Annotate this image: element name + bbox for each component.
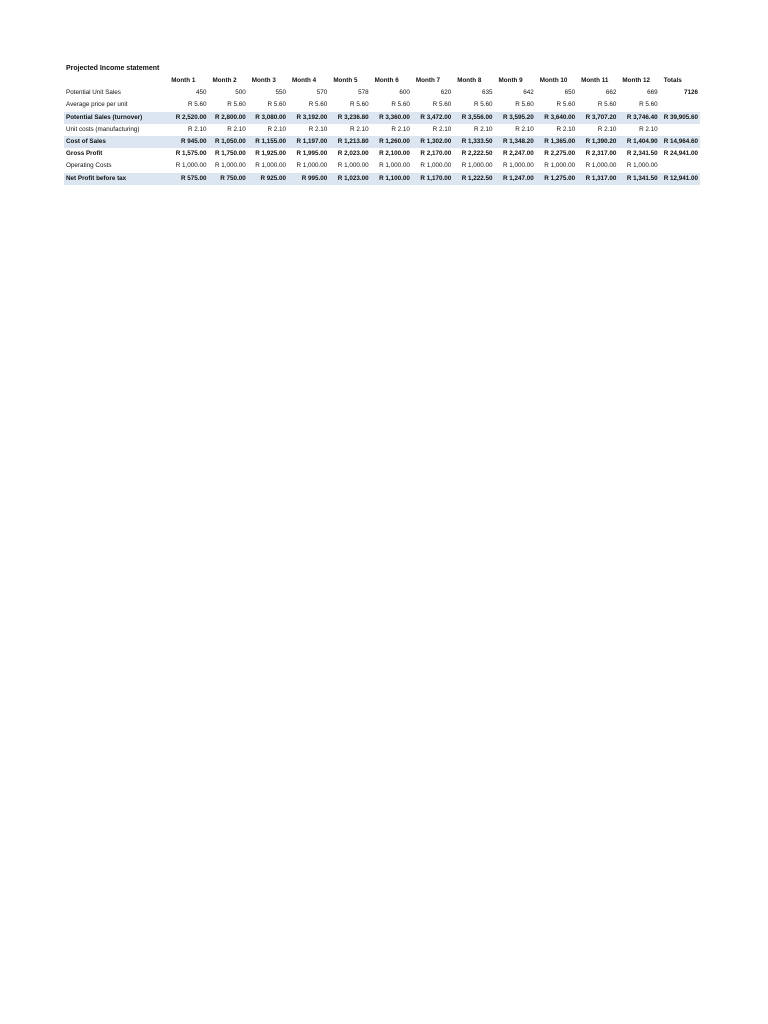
cell: R 2,341.50	[626, 150, 658, 158]
cell: R 1,000.00	[337, 162, 369, 170]
total-cell: R 24,941.00	[663, 150, 698, 158]
cell: 550	[275, 89, 287, 97]
cell: R 1,000.00	[626, 162, 658, 170]
cell: R 2.10	[597, 125, 617, 133]
cell: R 575.00	[167, 173, 208, 185]
cell: R 2,275.00	[544, 150, 576, 158]
total-cell	[660, 124, 700, 136]
cell: R 5.60	[597, 101, 617, 109]
row-label: Cost of Sales	[64, 136, 167, 148]
cell: 600	[399, 89, 410, 97]
row-label: Gross Profit	[66, 150, 103, 158]
cell: R 5.60	[350, 101, 369, 109]
cell: R 1,213.80	[329, 136, 370, 148]
cell: R 3,080.00	[248, 112, 288, 124]
header-month-7: Month 7	[415, 77, 441, 84]
cell: R 2,520.00	[167, 112, 208, 124]
cell: R 5.60	[227, 101, 246, 109]
row-operating-costs	[64, 160, 700, 172]
cell: R 945.00	[167, 136, 208, 148]
cell: R 5.60	[308, 101, 328, 109]
cell: R 2,317.00	[585, 150, 617, 158]
cell: R 925.00	[248, 173, 288, 185]
cell: 635	[481, 89, 493, 97]
cell: R 2,100.00	[379, 150, 410, 158]
cell: R 3,360.00	[371, 112, 412, 124]
statement-title: Projected Income statement	[66, 65, 160, 72]
header-month-6: Month 6	[374, 77, 399, 84]
cell: R 1,317.00	[577, 173, 618, 185]
row-potential-sales	[64, 112, 700, 124]
row-potential-unit-sales	[64, 87, 700, 99]
cell: R 2,170.00	[420, 150, 452, 158]
row-label: Potential Unit Sales	[66, 89, 121, 97]
header-month-8: Month 8	[457, 77, 482, 84]
cell: R 1,197.00	[288, 136, 329, 148]
cell: R 1,000.00	[420, 162, 452, 170]
cell: R 2.10	[473, 125, 493, 133]
header-month-12: Month 12	[622, 77, 651, 84]
cell: R 1,365.00	[536, 136, 577, 148]
cell: R 3,236.80	[329, 112, 370, 124]
cell: R 1,000.00	[214, 162, 246, 170]
cell: R 995.00	[288, 173, 329, 185]
cell: R 1,023.00	[329, 173, 370, 185]
cell: R 1,000.00	[255, 162, 287, 170]
cell: 642	[523, 89, 534, 97]
cell: R 5.60	[187, 101, 207, 109]
cell: R 3,472.00	[412, 112, 453, 124]
cell: R 1,925.00	[255, 150, 287, 158]
total-cell: R 39,905.60	[660, 112, 700, 124]
cell: R 3,595.20	[495, 112, 536, 124]
cell: R 1,404.90	[618, 136, 659, 148]
cell: 620	[440, 89, 452, 97]
header-month-2: Month 2	[212, 77, 237, 84]
cell: R 3,192.00	[288, 112, 329, 124]
cell: R 2.10	[267, 125, 287, 133]
cell: R 2.10	[187, 125, 207, 133]
cell: R 1,275.00	[536, 173, 577, 185]
cell: R 2,247.00	[502, 150, 534, 158]
cell: R 5.60	[556, 101, 576, 109]
cell: R 1,000.00	[502, 162, 534, 170]
cell: R 1,000.00	[175, 162, 207, 170]
total-cell: 7126	[683, 89, 698, 97]
income-statement-sheet	[64, 63, 704, 185]
header-row	[64, 75, 700, 87]
cell: R 2.10	[308, 125, 328, 133]
row-label: Unit costs (manufacturing)	[66, 125, 140, 133]
row-label: Net Profit before tax	[64, 173, 167, 185]
cell: R 2.10	[639, 125, 658, 133]
cell: R 1,333.50	[453, 136, 494, 148]
row-cost-of-sales	[64, 136, 700, 148]
cell: R 1,100.00	[371, 173, 412, 185]
cell: R 1,000.00	[585, 162, 617, 170]
cell: R 1,000.00	[544, 162, 576, 170]
cell: R 2.10	[391, 125, 410, 133]
cell: R 750.00	[209, 173, 248, 185]
cell: R 1,222.50	[453, 173, 494, 185]
total-cell	[660, 160, 700, 172]
cell: R 2,023.00	[337, 150, 369, 158]
row-gross-profit	[64, 148, 700, 160]
cell: R 5.60	[267, 101, 287, 109]
cell: R 1,341.50	[618, 173, 659, 185]
header-totals: Totals	[663, 77, 682, 84]
cell: R 2,800.00	[209, 112, 248, 124]
cell: R 1,050.00	[209, 136, 248, 148]
header-month-5: Month 5	[333, 77, 358, 84]
cell: R 3,707.20	[577, 112, 618, 124]
cell: R 1,302.00	[412, 136, 453, 148]
row-label: Operating Costs	[66, 162, 112, 170]
cell: R 1,170.00	[412, 173, 453, 185]
total-cell: R 12,941.00	[660, 173, 700, 185]
cell: R 2,222.50	[461, 150, 493, 158]
cell: R 1,247.00	[495, 173, 536, 185]
cell: R 1,575.00	[175, 150, 207, 158]
cell: R 2.10	[556, 125, 576, 133]
cell: 662	[605, 89, 617, 97]
cell: R 5.60	[515, 101, 534, 109]
cell: R 3,640.00	[536, 112, 577, 124]
cell: 570	[316, 89, 328, 97]
cell: R 1,750.00	[214, 150, 246, 158]
total-cell	[660, 99, 700, 111]
header-month-10: Month 10	[539, 77, 568, 84]
cell: 650	[564, 89, 576, 97]
header-month-3: Month 3	[251, 77, 276, 84]
header-month-11: Month 11	[581, 77, 609, 84]
cell: R 5.60	[432, 101, 452, 109]
header-month-4: Month 4	[292, 77, 317, 84]
cell: 450	[196, 89, 207, 97]
header-blank	[64, 75, 167, 87]
cell: R 1,348.20	[495, 136, 536, 148]
row-net-profit	[64, 173, 700, 185]
cell: R 1,000.00	[379, 162, 410, 170]
header-month-1: Month 1	[171, 77, 196, 84]
total-cell: R 14,964.60	[660, 136, 700, 148]
cell: 500	[235, 89, 246, 97]
cell: R 5.60	[639, 101, 658, 109]
cell: R 1,390.20	[577, 136, 618, 148]
row-unit-costs	[64, 124, 700, 136]
cell: R 2.10	[227, 125, 246, 133]
cell: R 2.10	[350, 125, 369, 133]
cell: R 3,746.40	[618, 112, 659, 124]
cell: 578	[358, 89, 369, 97]
cell: R 2.10	[515, 125, 534, 133]
cell: R 2.10	[432, 125, 452, 133]
cell: R 1,000.00	[296, 162, 328, 170]
income-statement-table	[64, 75, 700, 185]
cell: R 1,260.00	[371, 136, 412, 148]
cell: R 1,995.00	[296, 150, 328, 158]
cell: R 1,000.00	[461, 162, 493, 170]
row-label: Potential Sales (turnover)	[64, 112, 167, 124]
cell: R 1,155.00	[248, 136, 288, 148]
cell: R 5.60	[473, 101, 493, 109]
cell: R 3,556.00	[453, 112, 494, 124]
row-label: Average price per unit	[66, 101, 128, 109]
cell: R 5.60	[391, 101, 410, 109]
cell: 669	[647, 89, 658, 97]
row-average-price-per-unit	[64, 99, 700, 111]
header-month-9: Month 9	[498, 77, 523, 84]
